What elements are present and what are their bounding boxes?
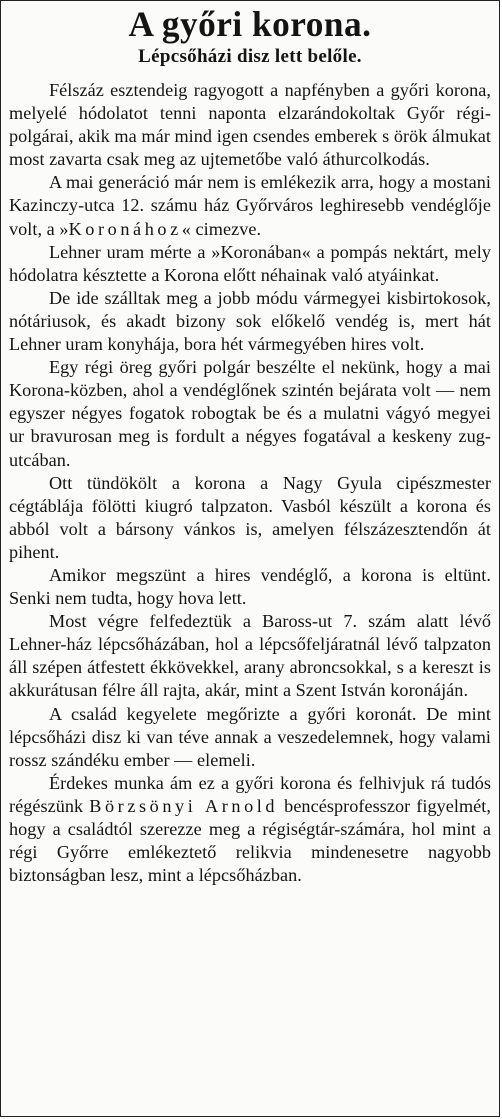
article-paragraph [9,610,491,702]
paragraph-text: Félszáz esztendeig ragyogott a napfényben a győri korona, melyelé hódolatot tenni naponta elzarándokoltak Győr régi-polgárai, akik ma már mind igen csendes emberek s örök álmukat most zavarta csak meg az ujtemetőbe való áthurcolkodás. [9,80,491,170]
article-body [9,79,491,887]
paragraph-text: A mai generáció már nem is emlékezik arra, hogy a mostani Kazinczy-utca 12. számu ház Győrváros leghiresebb vendéglője volt, a » [9,172,491,239]
article-paragraph [9,241,491,287]
paragraph-text: A család kegyelete megőrizte a győri koronát. De mint lépcsőházi disz ki van téve annak a veszedelemnek, hogy valami rossz szándéku ember — elemeli. [9,703,491,770]
article-headline: A győri korona. [128,4,372,44]
paragraph-text: De ide szálltak meg a jobb módu vármegyei kisbirtokosok, nótáriusok, és akadt bizony sok előkelő vendég is, mert hát Lehner uram konyhája, bora hét vármegyében hires volt. [9,287,491,355]
paragraph-text: Amikor megszünt a hires vendéglő, a korona is eltünt. Senki nem tudta, hogy hova lett. [9,564,491,609]
article-paragraph [9,287,491,356]
article-paragraph [9,564,491,610]
article-paragraph [9,171,491,240]
article-paragraph [9,356,491,471]
paragraph-text: Most végre felfedeztük a Baross-ut 7. szám alatt lévő Lehner-ház lépcsőházában, hol a lépcsőfeljáratnál lévő talpzaton áll szépen átfestett ékkövekkel, arany abroncsokkal, s a kereszt is akkurátusan félre áll rajta, akár, mint a Szent István koronáján. [9,611,491,701]
paragraph-text: bencésprofesszor figyelmét, hogy a családtól szerezze meg a régiségtár-számára, hol mint a régi Győrre emlékeztető relikvia mindenesetre nagyobb biztonságban lesz, mint a lépcsőházban. [9,795,491,886]
article-paragraph [9,772,491,887]
paragraph-text: Érdekes munka ám ez a győri korona és felhivjuk rá tudós régészünk [9,772,491,816]
paragraph-text: Egy régi öreg győri polgár beszélte el nekünk, hogy a mai Korona-közben, ahol a vendéglőnek szintén bejárata volt — nem egyszer négyes fogatok robogtak be és a mulatni vágyó megyei ur bravurosan meg is fordult a négyes fogatával a keskeny zug-utcában. [9,357,491,470]
paragraph-text: Lehner uram mérte a »Koronában« a pompás nektárt, mely hódolatra késztette a Korona előtt néhainak való atyáinkat. [9,241,491,285]
article-subheadline: Lépcsőházi disz lett belőle. [138,46,362,67]
paragraph-text: « cimezve. [181,218,262,239]
article-paragraph [9,703,491,772]
article-paragraph [9,79,491,171]
emphasized-name: Börzsönyi Arnold [89,795,279,816]
paragraph-text: Ott tündökölt a korona a Nagy Gyula cipészmester cégtáblája fölötti kiugró talpzaton. Vasból készült a korona és abból volt a bársony vánkos is, amelyen félszázesztendőn át pihent. [9,472,491,562]
emphasized-name: Koronához [68,218,182,239]
article-paragraph [9,472,491,564]
